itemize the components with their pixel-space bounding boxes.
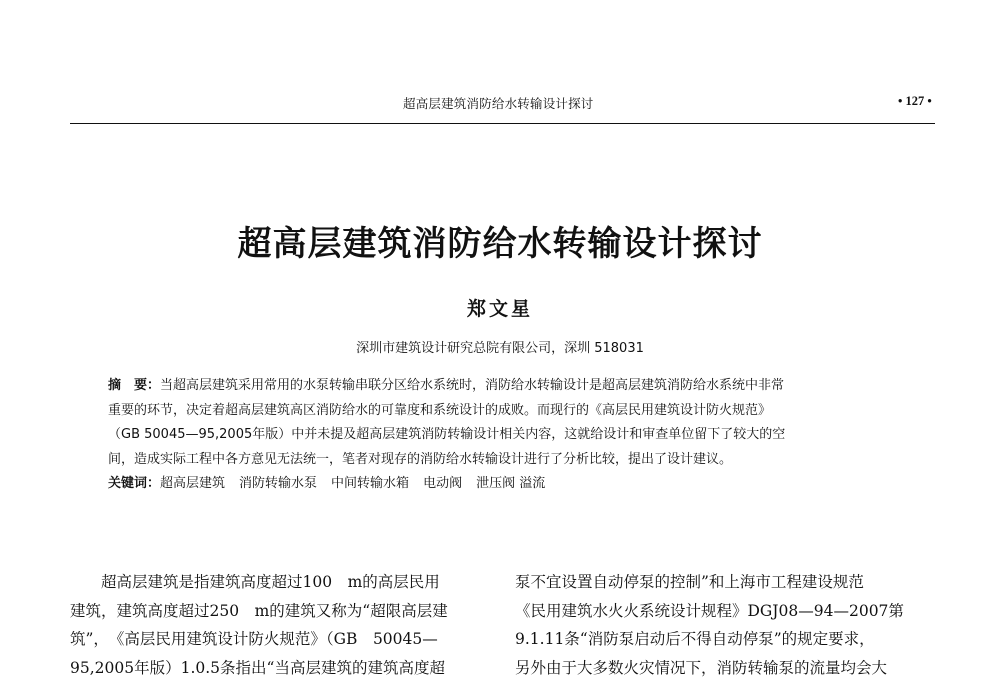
body-line: 9.1.11条“消防泵启动后不得自动停泵”的规定要求，	[515, 630, 875, 648]
author-name: 郑文星	[466, 298, 533, 320]
abstract-label: 摘 要：	[108, 378, 161, 393]
paper-title: 超高层建筑消防给水转输设计探讨	[237, 224, 763, 264]
keywords	[108, 472, 903, 497]
author-affiliation: 深圳市建筑设计研究总院有限公司，深圳 518031	[356, 341, 644, 356]
keyword: 超高层建筑	[160, 476, 226, 491]
keyword: 中间转输水箱	[331, 476, 410, 491]
abstract-line: （GB 50045—95,2005年版）中并未提及超高层建筑消防转输设计相关内容，这就给设计和审查单位留下了较大的空	[108, 427, 786, 442]
body-column-right	[515, 568, 940, 682]
abstract-line	[108, 374, 903, 399]
abstract	[108, 374, 903, 497]
header-rule	[70, 123, 935, 124]
keywords-label: 关键词：	[108, 476, 161, 491]
abstract-line: 重要的环节，决定着超高层建筑高区消防给水的可靠度和系统设计的成败。而现行的《高层民用建筑设计防火规范》	[108, 402, 772, 418]
body-line: 泵不宜设置自动停泵的控制”和上海市工程建设规范	[515, 573, 864, 591]
keyword: 消防转输水泵	[239, 476, 318, 491]
abstract-line: 间，造成实际工程中各方意见无法统一，笔者对现存的消防给水转输设计进行了分析比较，提出了设计建议。	[108, 451, 733, 467]
body-line: 另外由于大多数火灾情况下，消防转输泵的流量均会大	[515, 658, 888, 677]
page-number: • 127 •	[898, 94, 932, 108]
body-line: 95,2005年版）1.0.5条指出“当高层建筑的建筑高度超	[70, 658, 445, 677]
body-column-left	[70, 568, 495, 682]
keyword: 电动阀	[423, 476, 463, 491]
body-line: 建筑，建筑高度超过250 m的建筑又称为“超限高层建	[70, 601, 448, 620]
running-head	[0, 94, 1000, 114]
body-line: 筑”， 《高层民用建筑设计防火规范》（GB 50045—	[70, 630, 438, 648]
keyword: 泄压阀 溢流	[476, 476, 546, 491]
body-line: 超高层建筑是指建筑高度超过100 m的高层民用	[70, 573, 440, 591]
abstract-text: 当超高层建筑采用常用的水泵转输串联分区给水系统时，消防给水转输设计是超高层建筑消防给水系统中非常	[160, 378, 785, 393]
body-line: 《民用建筑水火火系统设计规程》DGJ08—94—2007第	[515, 601, 904, 620]
running-title: 超高层建筑消防给水转输设计探讨	[403, 96, 594, 111]
